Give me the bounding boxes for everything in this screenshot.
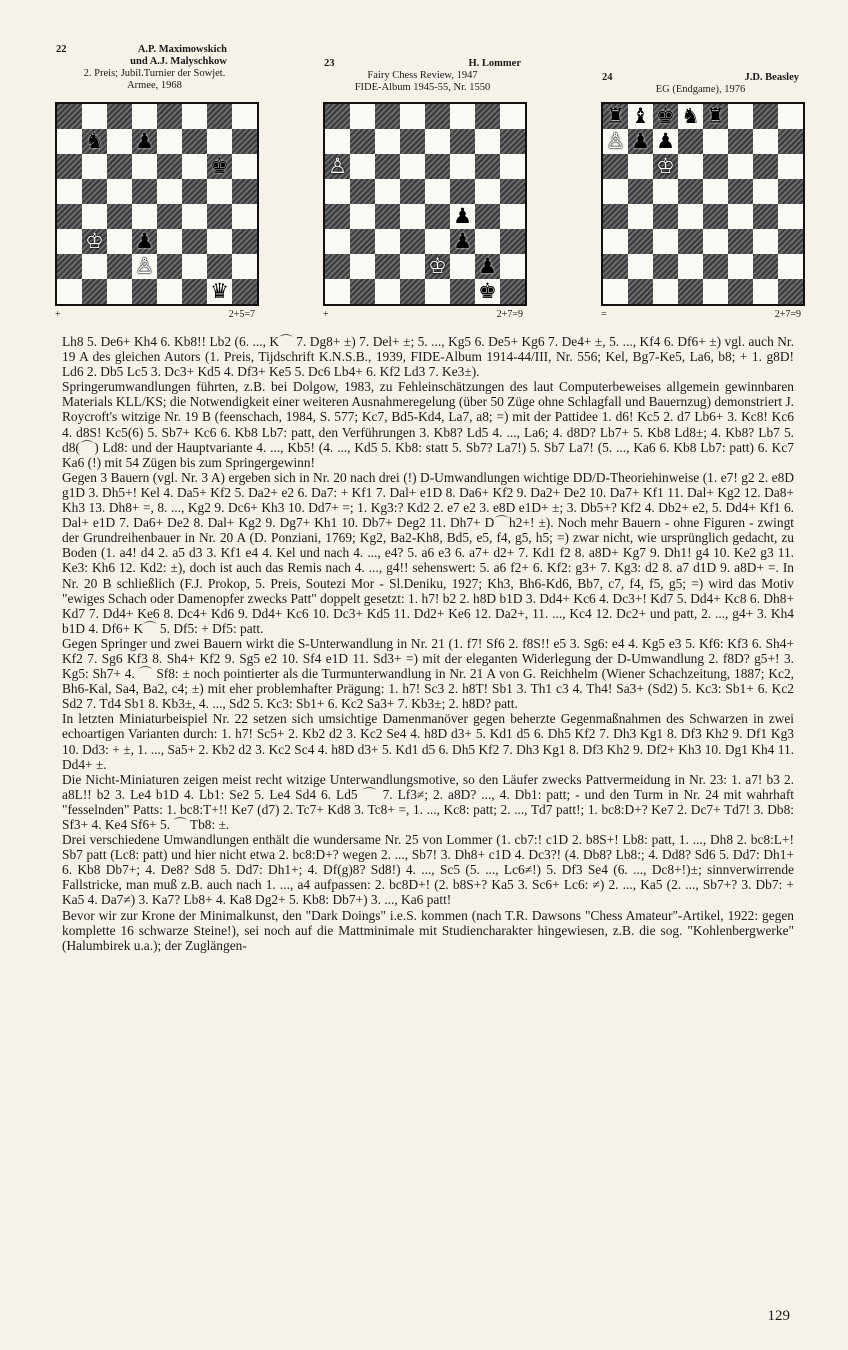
board-square (628, 129, 653, 154)
body-text (62, 334, 794, 953)
chess-piece-icon: ♟ (656, 129, 675, 153)
board-square (753, 179, 778, 204)
chess-piece-icon: ♔ (85, 229, 104, 253)
stipulation: = (601, 309, 607, 320)
board-square (728, 179, 753, 204)
stipulation: + (323, 309, 329, 320)
board-square (132, 104, 157, 129)
board-square (603, 204, 628, 229)
board-square (628, 254, 653, 279)
chess-piece-icon: ♜ (606, 104, 625, 128)
board-square (232, 279, 257, 304)
board-square (450, 129, 475, 154)
board-square (678, 279, 703, 304)
board-square (182, 204, 207, 229)
board-square (182, 179, 207, 204)
chess-piece-icon: ♟ (135, 229, 154, 253)
board-square (350, 104, 375, 129)
board-square (703, 229, 728, 254)
board-square (500, 254, 525, 279)
board-square (207, 229, 232, 254)
board-square (375, 104, 400, 129)
board-square (157, 154, 182, 179)
board-square (57, 179, 82, 204)
board-square (703, 279, 728, 304)
board-square (157, 229, 182, 254)
board-square (132, 254, 157, 279)
board-square (778, 129, 803, 154)
board-square (753, 129, 778, 154)
board-square (603, 254, 628, 279)
chess-piece-icon: ♟ (631, 129, 650, 153)
board-square (207, 154, 232, 179)
paragraph: Gegen Springer und zwei Bauern wirkt die S-Unterwandlung in Nr. 21 (1. f7! Sf6 2. f8S!! e5 3. Sg6: e4 4. Kg5 e3 5. Kf6: Kf3 6. Sh4+ Kf2 7. Sg6 Kf3 8. Sh4+ Kf2 9. Sg5 e2 10. Sf4 e1D 11. Sd3+ =) mit der eleganten Widerlegung der D-Umwandlung 2. f8D? g5+! 3. Kg5: Sh7+ 4. ⌒ Sf8: ± noch pointierter als die Turmunterwandlung in Nr. 21 A von G. Reichhelm (Wiener Schachzeitung, 1887; Kc2, Bh6-Kal, Sa4, Ba2, c4; ±) mit eher problemhafter Prägung: 1. h7! Sc3 2. h8T! Sb1 3. Th1 c3 4. Th4! Sa3+ (Sd2) 5. Kc3: Sb1+ 6. Kc2 Sd2 7. Td4 Sb1 8. Kb3±, 4. ..., Sd2 5. Kc3: Sb1+ 6. Kc2 Sa3+ 7. Kb3±; 2. h8D? patt. (62, 635, 794, 712)
board-square (450, 179, 475, 204)
paragraph: Gegen 3 Bauern (vgl. Nr. 3 A) ergeben sich in Nr. 20 nach drei (!) D-Umwandlungen wichtige DD/D-Theoriehinweise (1. e7! g2 2. e8D g1D 3. Dh5+! Kel 4. Da5+ Kf2 5. Da2+ e2 6. Da7: + Kf1 7. Dal+ e1D 8. Da6+ Kf2 9. Da2+ De2 10. Da7+ Kf1 11. Dal+ Kg2 12. Da8+ Kh3 13. Dh8+ =, 8. ..., Kg2 9. Dc6+ Kh3 10. Dd7+ =; 1. Kg3:? Kd2 2. e7 e2 3. e8D e1D+ ±; 3. Db5+? Kf2 4. Db2+ e2, 5. Dd4+ Kf1 6. Dal+ e1D 7. Da6+ De2 8. Dal+ Kg2 9. Dg7+ Kh1 10. Db7+ Deg2 11. Dh7+ D⌒h2+! ±). Noch mehr Bauern - ohne Figuren - zwingt der Grundreihenbauer in Nr. 20 A (D. Ponziani, 1769; Kg2, Ba2-Kh8, Bd5, e5, f4, g5, h5; =) zwar nicht, wie ursprünglich gedacht, zu Boden (1. a4! d4 2. a5 d3 3. Kf1 e4 4. Kel und nach 4. ..., e4? 5. a6 e3 6. a7+ d2+ 7. Kd1 f2 8. a8D+ Kg7 9. Dh1! g4 10. Ke2 g3 11. Ke3: Kh6 12. Kd2: ±), doch ist auch das Remis nach 4. ..., g4!! sehenswert: 5. a6 f2+ 6. Kf2: g3+ 7. Kg3: d2 8. a7 d1D 9. a8D+ =. In Nr. 20 B schließlich (F.J. Prokop, 5. Preis, Soutezi Mor - Sl.Deniku, 1927; Kh3, Bh6-Kd6, Bb7, c7, f4, f5, g5; =) wird das Motiv "ewiges Schach oder Damenopfer zwecks Patt" doppelt gesetzt: 1. h7! b2 2. h8D b1D 3. Dd4+ Kc6 4. Dc3+! Kd7 5. Dd4+ Kc8 6. Dh8+ Kd7 7. Dd4+ Ke6 8. Dc4+ Kd6 9. Dd4+ Kc6 10. Dc3+ Kd5 11. Dd2+ Ke6 12. Da2+, 11. ..., Kc4 12. Dc2+ und patt, 2. ..., g4+ 3. Kh4 b1D 4. Df6+ K⌒ 5. Df5: + Df5: patt. (62, 469, 794, 636)
board-square (232, 129, 257, 154)
board-square (350, 154, 375, 179)
board-square (157, 104, 182, 129)
board-square (400, 204, 425, 229)
board-square (107, 129, 132, 154)
board-square (703, 154, 728, 179)
board-square (450, 204, 475, 229)
puzzle-footer (320, 309, 525, 320)
board-square (182, 229, 207, 254)
puzzle-number: 23 (324, 58, 335, 69)
board-square (350, 229, 375, 254)
board-square (182, 279, 207, 304)
board-square (182, 154, 207, 179)
board-square (450, 279, 475, 304)
board-square (82, 254, 107, 279)
board-square (425, 179, 450, 204)
board-square (107, 254, 132, 279)
board-square (207, 104, 232, 129)
board-square (132, 154, 157, 179)
puzzle-header (320, 44, 525, 102)
board-square (132, 279, 157, 304)
board-square (82, 179, 107, 204)
board-square (500, 104, 525, 129)
board-square (82, 279, 107, 304)
board-square (728, 104, 753, 129)
board-square (475, 279, 500, 304)
chess-piece-icon: ♟ (478, 254, 497, 278)
board-square (653, 254, 678, 279)
board-square (82, 154, 107, 179)
board-square (107, 279, 132, 304)
chess-piece-icon: ♝ (631, 104, 650, 128)
board-square (207, 129, 232, 154)
board-square (653, 129, 678, 154)
board-square (57, 279, 82, 304)
chess-piece-icon: ♞ (681, 104, 700, 128)
board-square (678, 129, 703, 154)
board-square (500, 204, 525, 229)
puzzle-23 (320, 44, 525, 320)
board-square (350, 129, 375, 154)
chess-board (323, 102, 527, 306)
board-square (425, 129, 450, 154)
piece-count: 2+7=9 (496, 309, 523, 320)
board-square (450, 254, 475, 279)
paragraph: Springerumwandlungen führten, z.B. bei Dolgow, 1983, zu Fehleinschätzungen des laut Computerbeweises allgemein gewinnbaren Materials KLL/KS; die Notwendigkeit einer weiteren Ausnahmeregelung (über 50 Züge ohne Schlagfall und Bauernzug) demonstriert J. Roycroft's witzige Nr. 19 B (feenschach, 1984, S. 577; Kc7, Bd5-Kd4, La7, a8; =) mit der Pattidee 1. d6! Kc5 2. d7 Lb6+ 3. Kc8! Kc6 4. d8S! Kc5(6) 5. Sb7+ Kc6 6. Kb8 Lb7: patt, den Verführungen 3. Kb8? Ld5 4. ..., La6; 4. d8D? Lb7+ 5. Kb8 Ld8±; 4. Kb8? Lb7 5. d8(⌒) Ld8: und der Hauptvariante 4. ..., Kb5! (4. ..., Kd5 5. Kb8: statt 5. Sb7? La7!) 5. Sb7 La7! (5. ..., Ka6 6. Kb8 Lb7: patt) 6. Kc7 Ka6 (!) mit 54 Zügen bis zum Springergewinn! (62, 379, 794, 470)
board-square (132, 204, 157, 229)
puzzle-source: 2. Preis; Jubil.Turnier der Sowjet. Armee, 1968 (83, 68, 226, 91)
chess-piece-icon: ♜ (706, 104, 725, 128)
board-square (653, 279, 678, 304)
board-square (57, 204, 82, 229)
board-square (475, 179, 500, 204)
paragraph: In letzten Miniaturbeispiel Nr. 22 setzen sich umsichtige Damenmanöver gegen beherzte Gegenmaßnahmen des Schwarzen in zwei echoartigen Varianten durch: 1. h7! Sc5+ 2. Kb2 d2 3. Kc2 Se4 4. h8D d3+ 5. Kd1 d5 6. Dh5 Kf2 7. Dh3 Kg1 8. Df3 Kh2 9. Df1 Kg3 10. Dd3: + ±, 1. ..., Sa5+ 2. Kb2 d2 3. Kc2 Sc4 4. h8D d3+ 5. Kd1 d5 6. Dh5 Kf2 7. Dh3 Kg1 8. Df3 Kh2 9. Df2+ Kh3 10. Dg1 Kh4 11. Dd4+ ±. (62, 711, 794, 772)
board-square (753, 279, 778, 304)
board-square (325, 279, 350, 304)
chess-piece-icon: ♟ (453, 229, 472, 253)
page-number: 129 (767, 1308, 790, 1324)
puzzle-author: A.P. Maximowskich und A.J. Malyschkow (130, 44, 227, 67)
board-square (475, 104, 500, 129)
board-square (375, 154, 400, 179)
board-square (753, 104, 778, 129)
board-square (400, 229, 425, 254)
board-square (778, 154, 803, 179)
chess-piece-icon: ♟ (135, 129, 154, 153)
board-square (350, 179, 375, 204)
board-square (475, 204, 500, 229)
puzzle-source: Fairy Chess Review, 1947 FIDE-Album 1945-55, Nr. 1550 (354, 70, 491, 93)
board-square (678, 154, 703, 179)
board-square (425, 279, 450, 304)
board-square (500, 279, 525, 304)
board-square (425, 254, 450, 279)
board-square (603, 179, 628, 204)
board-square (375, 204, 400, 229)
board-square (728, 154, 753, 179)
board-square (728, 229, 753, 254)
board-square (753, 204, 778, 229)
paragraph: Die Nicht-Miniaturen zeigen meist recht witzige Unterwandlungsmotive, so den Läufer zwecks Pattvermeidung in Nr. 23: 1. a7! b3 2. a8L!! b2 3. Le4 b1D 4. Lb1: Se2 5. Le4 Sd4 6. Ld5 ⌒ 7. Lf3≠; 2. a8D? ..., 4. Db1: patt; - und den Turm in Nr. 24 mit wahrhaft "fesselnden" Patts: 1. bc8:T+!! Ke7 (d7) 2. Tc7+ Kd8 3. Tc8+ =, 1. ..., Kc8: patt; 2. ..., Td7 patt!; 1. bc8:D+? Ke7 2. Dc7+ Td7! 3. Db8: Sf3+ 4. Ke4 Sf6+ 5. ⌒ Tb8: ±. (62, 771, 794, 832)
board-square (350, 254, 375, 279)
paragraph: Bevor wir zur Krone der Minimalkunst, den "Dark Doings" i.e.S. kommen (nach T.R. Dawsons "Chess Amateur"-Artikel, 1922: gegen komplette 16 schwarze Steine!), sei noch auf die Mattminimale mit Studiencharakter hingewiesen, z.B. die sog. "Kohlenbergwerke" (Halumbirek u.a.); der Zuglängen- (62, 907, 794, 953)
board-square (678, 254, 703, 279)
board-square (628, 204, 653, 229)
board-square (778, 229, 803, 254)
board-square (207, 254, 232, 279)
board-square (475, 229, 500, 254)
board-square (375, 129, 400, 154)
board-square (703, 204, 728, 229)
board-square (232, 154, 257, 179)
board-square (375, 179, 400, 204)
board-square (132, 129, 157, 154)
stipulation: + (55, 309, 61, 320)
board-square (400, 104, 425, 129)
board-square (425, 154, 450, 179)
board-square (157, 129, 182, 154)
board-square (628, 154, 653, 179)
board-square (57, 104, 82, 129)
board-square (703, 254, 728, 279)
chess-piece-icon: ♙ (606, 129, 625, 153)
board-square (753, 254, 778, 279)
board-square (375, 254, 400, 279)
paragraph: Drei verschiedene Umwandlungen enthält die wundersame Nr. 25 von Lommer (1. cb7:! c1D 2. b8S+! Lb8: patt, 1. ..., Dh8 2. bc8:L+! Sb7 patt (Lc8: patt) und hier nicht etwa 2. bc8:D+? wegen 2. ..., Sb7! 3. Dh8+ c1D 4. Dc3?! (4. Db8? Lb8:; 4. Dd8? Sd6 5. Dd7: Dh1+ 6. Kb8 Db7+; 4. De8? Sd8 5. Dd7: Dh1+; 4. Df(g)8? Sd8!) 4. ..., Sc5 (5. ..., Lc6≠!) 5. Df3 Se4 (6. ..., Dc8+!)±; sinnverwirrende Fallstricke, man muß z.B. auch nach 1. ..., a4 aufpassen: 2. bc8D+! (2. b8S+? Ka5 3. Sc6+ Lc6: ≠) 2. ..., Ka5 (2. ..., Sb7+? 3. Db7: + Ka5 4. Da7≠) 3. Ka7? Lb8+ 4. Ka8 Dg2+ 5. Kb8: Db7+) 3. ..., Ka6 patt! (62, 832, 794, 908)
board-square (778, 279, 803, 304)
board-square (107, 179, 132, 204)
puzzle-header (52, 44, 257, 102)
board-square (778, 179, 803, 204)
puzzle-footer (52, 309, 257, 320)
board-square (603, 229, 628, 254)
chess-piece-icon: ♔ (656, 154, 675, 178)
board-square (603, 129, 628, 154)
board-square (157, 179, 182, 204)
board-square (132, 179, 157, 204)
board-square (325, 229, 350, 254)
board-square (232, 204, 257, 229)
board-square (753, 154, 778, 179)
board-square (728, 279, 753, 304)
board-square (82, 104, 107, 129)
board-square (325, 254, 350, 279)
board-square (57, 154, 82, 179)
board-square (232, 179, 257, 204)
board-square (232, 229, 257, 254)
chess-board (601, 102, 805, 306)
puzzle-22 (52, 44, 257, 320)
board-square (450, 104, 475, 129)
board-square (653, 204, 678, 229)
board-square (500, 179, 525, 204)
board-square (375, 279, 400, 304)
board-square (500, 129, 525, 154)
puzzle-number: 24 (602, 72, 613, 83)
board-square (450, 154, 475, 179)
board-square (703, 129, 728, 154)
board-square (728, 204, 753, 229)
piece-count: 2+7=9 (774, 309, 801, 320)
board-square (82, 129, 107, 154)
board-square (653, 229, 678, 254)
board-square (475, 129, 500, 154)
board-square (57, 254, 82, 279)
board-square (603, 104, 628, 129)
board-square (232, 254, 257, 279)
board-square (603, 154, 628, 179)
board-square (653, 179, 678, 204)
board-square (350, 204, 375, 229)
board-square (132, 229, 157, 254)
board-square (678, 204, 703, 229)
board-square (325, 204, 350, 229)
board-square (400, 129, 425, 154)
puzzle-source: EG (Endgame), 1976 (655, 84, 746, 95)
board-square (778, 104, 803, 129)
board-square (653, 104, 678, 129)
board-square (628, 104, 653, 129)
board-square (475, 254, 500, 279)
board-square (350, 279, 375, 304)
board-square (425, 204, 450, 229)
board-square (400, 154, 425, 179)
puzzle-header (598, 44, 803, 102)
board-square (500, 229, 525, 254)
board-square (425, 229, 450, 254)
chess-piece-icon: ♚ (210, 154, 229, 178)
board-square (400, 179, 425, 204)
board-square (400, 254, 425, 279)
puzzle-24 (598, 44, 803, 320)
board-square (107, 229, 132, 254)
chess-piece-icon: ♙ (328, 154, 347, 178)
board-square (325, 179, 350, 204)
chess-piece-icon: ♚ (656, 104, 675, 128)
board-square (182, 129, 207, 154)
board-square (157, 279, 182, 304)
board-square (475, 154, 500, 179)
board-square (628, 279, 653, 304)
puzzle-author: J.D. Beasley (744, 72, 799, 83)
chess-board (55, 102, 259, 306)
board-square (703, 104, 728, 129)
board-square (628, 179, 653, 204)
board-square (182, 104, 207, 129)
board-square (628, 229, 653, 254)
board-square (603, 279, 628, 304)
puzzle-author: H. Lommer (468, 58, 521, 69)
board-square (207, 179, 232, 204)
board-square (728, 254, 753, 279)
board-square (157, 254, 182, 279)
board-square (157, 204, 182, 229)
chess-piece-icon: ♙ (135, 254, 154, 278)
board-square (325, 129, 350, 154)
board-square (325, 154, 350, 179)
board-square (57, 229, 82, 254)
paragraph: Lh8 5. De6+ Kh4 6. Kb8!! Lb2 (6. ..., K⌒ 7. Dg8+ ±) 7. Del+ ±; 5. ..., Kg5 6. De5+ Kg6 7. De4+ ±, 5. ..., Kf4 6. Df6+ ±) vgl. auch Nr. 19 A des gleichen Autors (1. Preis, Tijdschrift K.N.S.B., 1939, FIDE-Album 1914-44/III, Nr. 556; Kel, Bg7-Ke5, La6, b8; + 1. g8D! Ld6 2. Db5 Lc5 3. Dc3+ Kd5 4. Df3+ Ke5 5. Dc6 Lb4+ 6. Kf2 Ld3 7. Ke3±). (62, 334, 794, 380)
board-square (107, 204, 132, 229)
board-square (778, 254, 803, 279)
board-square (728, 129, 753, 154)
chess-piece-icon: ♚ (478, 279, 497, 303)
puzzle-footer (598, 309, 803, 320)
board-square (57, 129, 82, 154)
board-square (653, 154, 678, 179)
board-square (82, 204, 107, 229)
board-square (450, 229, 475, 254)
board-square (400, 279, 425, 304)
board-square (232, 104, 257, 129)
board-square (107, 154, 132, 179)
board-square (375, 229, 400, 254)
piece-count: 2+5=7 (228, 309, 255, 320)
board-square (778, 204, 803, 229)
puzzle-number: 22 (56, 44, 67, 55)
board-square (678, 179, 703, 204)
board-square (182, 254, 207, 279)
chess-piece-icon: ♟ (453, 204, 472, 228)
board-square (325, 104, 350, 129)
chess-piece-icon: ♔ (428, 254, 447, 278)
chess-piece-icon: ♞ (85, 129, 104, 153)
board-square (753, 229, 778, 254)
board-square (678, 229, 703, 254)
board-square (703, 179, 728, 204)
board-square (500, 154, 525, 179)
board-square (107, 104, 132, 129)
board-square (82, 229, 107, 254)
board-square (678, 104, 703, 129)
board-square (425, 104, 450, 129)
chess-piece-icon: ♛ (210, 279, 229, 303)
board-square (207, 204, 232, 229)
board-square (207, 279, 232, 304)
